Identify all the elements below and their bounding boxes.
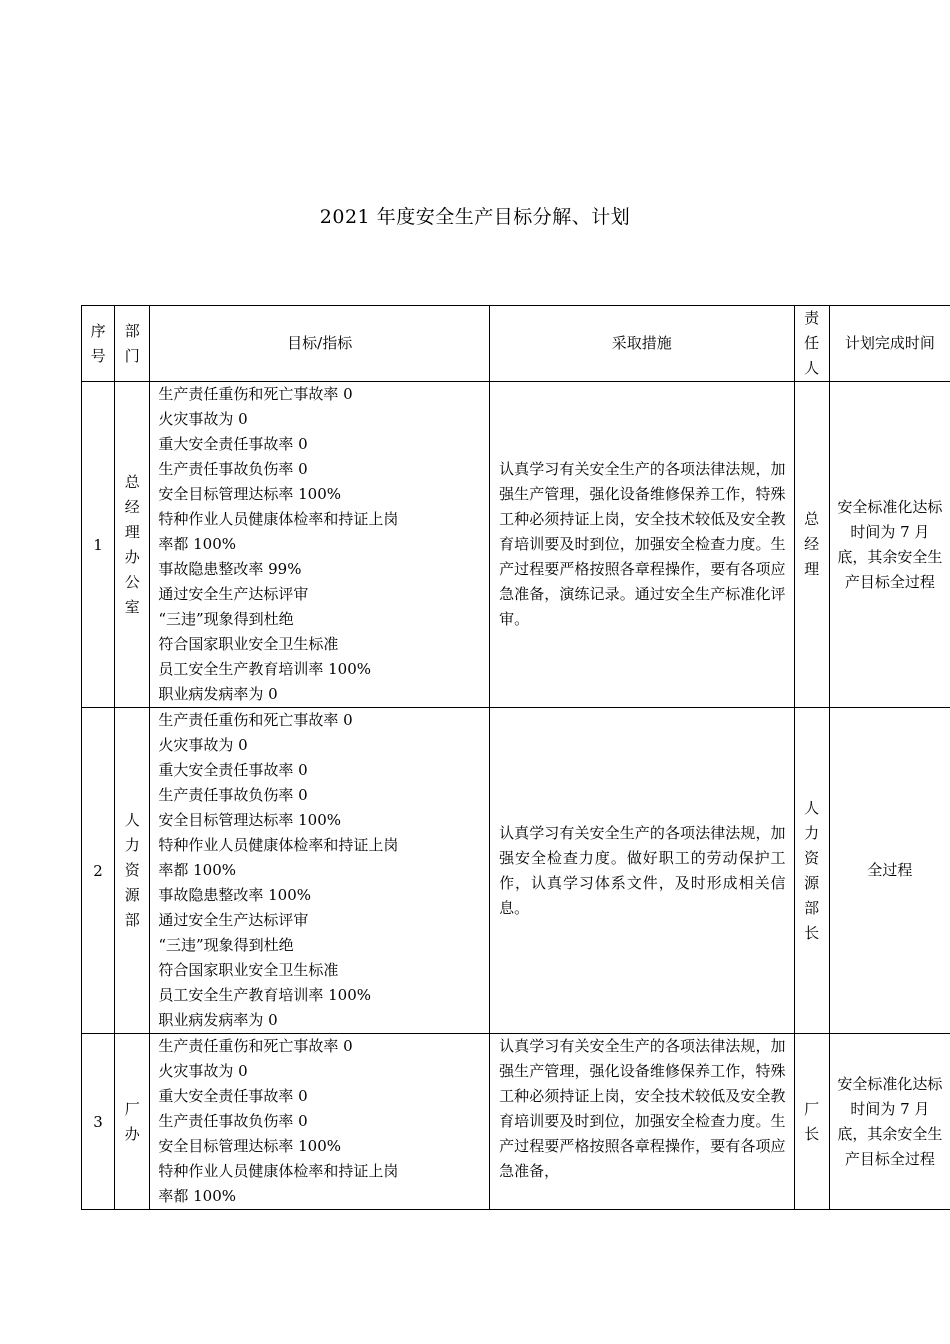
target-item: 生产责任重伤和死亡事故率 0 (158, 385, 353, 403)
row-seq: 2 (82, 708, 115, 1034)
target-item: 生产责任事故负伤率 0 (158, 1112, 308, 1130)
target-item: 特种作业人员健康体检率和持证上岗 (158, 1162, 399, 1180)
target-item: 符合国家职业安全卫生标准 (158, 635, 339, 653)
target-item: “三违”现象得到杜绝 (158, 936, 294, 954)
row-owner-label: 人力资源部长 (804, 798, 820, 942)
header-dept (115, 306, 150, 382)
row-dept (115, 382, 150, 708)
target-item: 率都 100% (158, 861, 236, 879)
header-time (829, 306, 950, 382)
row-time: 安全标准化达标时间为 7 月底，其余安全生产目标全过程 (829, 382, 950, 708)
target-item: 安全目标管理达标率 100% (158, 811, 341, 829)
target-item: 职业病发病率为 0 (158, 1011, 278, 1029)
target-item: 火灾事故为 0 (158, 410, 248, 428)
row-owner-label: 总经理 (804, 510, 820, 578)
target-item: 率都 100% (158, 1187, 236, 1205)
row-dept-label: 人力资源部 (124, 811, 140, 929)
target-item: 重大安全责任事故率 0 (158, 761, 308, 779)
target-item: 火灾事故为 0 (158, 736, 248, 754)
target-item: “三违”现象得到杜绝 (158, 610, 294, 628)
row-time: 安全标准化达标时间为 7 月底，其余安全生产目标全过程 (829, 1034, 950, 1210)
target-item: 安全目标管理达标率 100% (158, 1137, 341, 1155)
header-time-label: 计划完成时间 (844, 334, 935, 352)
row-owner (794, 382, 829, 708)
row-time: 全过程 (829, 708, 950, 1034)
target-item: 职业病发病率为 0 (158, 685, 278, 703)
target-item: 员工安全生产教育培训率 100% (158, 660, 371, 678)
row-targets (150, 708, 490, 1034)
target-item: 通过安全生产达标评审 (158, 585, 309, 603)
target-item: 通过安全生产达标评审 (158, 911, 309, 929)
row-targets (150, 1034, 490, 1210)
header-measure: 采取措施 (490, 306, 795, 382)
target-item: 生产责任事故负伤率 0 (158, 460, 308, 478)
target-item: 事故隐患整改率 100% (158, 886, 311, 904)
row-measure: 认真学习有关安全生产的各项法律法规，加强安全检查力度。做好职工的劳动保护工作，认真学习体系文件，及时形成相关信息。 (490, 708, 795, 1034)
target-item: 生产责任重伤和死亡事故率 0 (158, 1037, 353, 1055)
header-seq (82, 306, 115, 382)
table-row (82, 382, 950, 708)
row-owner (794, 708, 829, 1034)
safety-plan-table (81, 305, 950, 1210)
row-dept-label: 厂办 (124, 1099, 140, 1143)
header-seq-label: 序号 (90, 321, 106, 365)
table-row (82, 708, 950, 1034)
row-measure: 认真学习有关安全生产的各项法律法规，加强生产管理，强化设备维修保养工作，特殊工种必须持证上岗，安全技术较低及安全教育培训要及时到位，加强安全检查力度。生产过程要严格按照各章程操作，要有各项应急准备， (490, 1034, 795, 1210)
target-item: 员工安全生产教育培训率 100% (158, 986, 371, 1004)
row-seq: 3 (82, 1034, 115, 1210)
header-owner-label: 责任人 (804, 309, 820, 377)
target-item: 火灾事故为 0 (158, 1062, 248, 1080)
target-item: 率都 100% (158, 535, 236, 553)
header-owner (794, 306, 829, 382)
target-item: 重大安全责任事故率 0 (158, 435, 308, 453)
target-item: 重大安全责任事故率 0 (158, 1087, 308, 1105)
target-item: 符合国家职业安全卫生标准 (158, 961, 339, 979)
row-owner-label: 厂长 (804, 1099, 820, 1143)
table-row (82, 1034, 950, 1210)
target-item: 安全目标管理达标率 100% (158, 485, 341, 503)
row-dept (115, 1034, 150, 1210)
target-item: 特种作业人员健康体检率和持证上岗 (158, 836, 399, 854)
target-item: 特种作业人员健康体检率和持证上岗 (158, 510, 399, 528)
row-targets (150, 382, 490, 708)
document-title: 2021 年度安全生产目标分解、计划 (319, 206, 631, 228)
header-target: 目标/指标 (150, 306, 490, 382)
target-item: 事故隐患整改率 99% (158, 560, 302, 578)
row-dept-label: 总经理办公室 (124, 472, 140, 616)
header-dept-label: 部门 (124, 321, 140, 365)
header-row (82, 306, 950, 382)
row-measure: 认真学习有关安全生产的各项法律法规，加强生产管理，强化设备维修保养工作，特殊工种必须持证上岗，安全技术较低及安全教育培训要及时到位，加强安全检查力度。生产过程要严格按照各章程操作，要有各项应急准备，演练记录。通过安全生产标准化评审。 (490, 382, 795, 708)
row-dept (115, 708, 150, 1034)
target-item: 生产责任重伤和死亡事故率 0 (158, 711, 353, 729)
row-owner (794, 1034, 829, 1210)
target-item: 生产责任事故负伤率 0 (158, 786, 308, 804)
row-seq: 1 (82, 382, 115, 708)
